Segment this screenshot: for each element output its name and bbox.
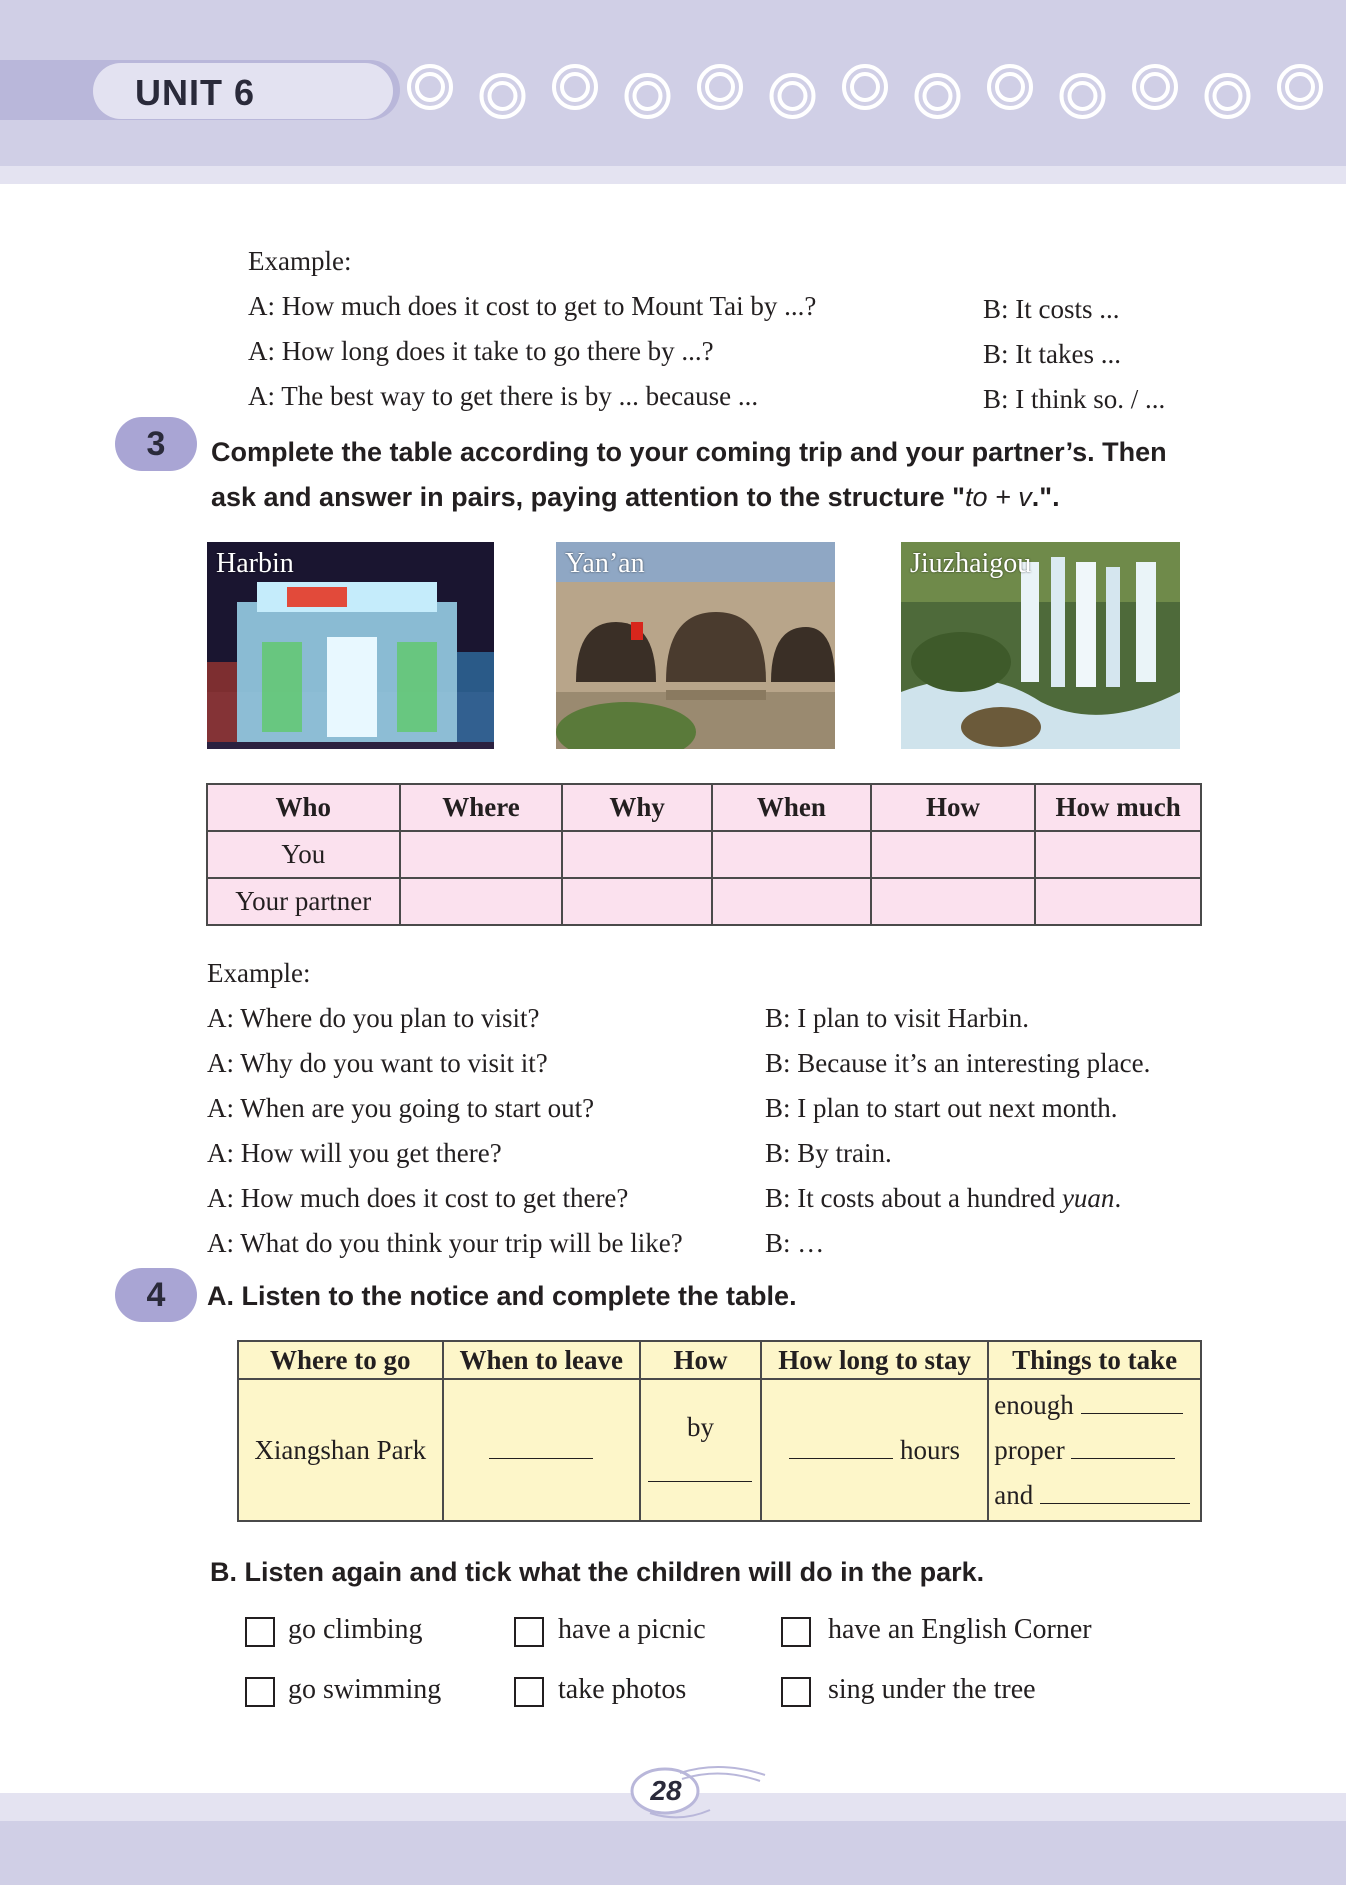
- photo-harbin: [207, 542, 494, 749]
- checkbox-have-a-picnic[interactable]: [514, 1617, 544, 1647]
- column-header: Where to go: [238, 1341, 443, 1379]
- fill-blank[interactable]: [1040, 1481, 1190, 1504]
- fill-blank[interactable]: [789, 1436, 893, 1459]
- blank-cell[interactable]: [871, 831, 1036, 878]
- things-cell: [988, 1379, 1201, 1521]
- example-label: Example:: [248, 246, 352, 276]
- blank-cell[interactable]: [562, 878, 712, 925]
- notice-table: [237, 1340, 1202, 1522]
- ring-decoration: [1142, 74, 1168, 100]
- section-number-badge: 4: [115, 1268, 197, 1322]
- header-strip: [0, 166, 1346, 184]
- trip-plan-table: [206, 783, 1202, 926]
- table-row: [207, 831, 1201, 878]
- table-row: [207, 878, 1201, 925]
- where-cell: Xiangshan Park: [238, 1379, 443, 1521]
- option-label: have an English Corner: [828, 1614, 1092, 1645]
- table-header-row: [207, 784, 1201, 831]
- checkbox-go-climbing[interactable]: [245, 1617, 275, 1647]
- example-line-a: A: Where do you plan to visit?: [207, 1003, 540, 1033]
- row-label: Your partner: [207, 878, 400, 925]
- blank-cell[interactable]: [400, 878, 563, 925]
- ring-decoration: [997, 74, 1023, 100]
- example-line-b: B: It takes ...: [983, 339, 1121, 369]
- column-header: Things to take: [988, 1341, 1201, 1379]
- column-header: Who: [207, 784, 400, 831]
- example-line-b: B: It costs about a hundred yuan.: [765, 1183, 1122, 1213]
- option-label: have a picnic: [558, 1614, 706, 1645]
- section4-part-b-instruction: B. Listen again and tick what the children will do in the park.: [210, 1557, 985, 1587]
- example-line-a: A: What do you think your trip will be like?: [207, 1228, 683, 1258]
- things-label: and: [994, 1479, 1034, 1510]
- instruction-line: ask and answer in pairs, paying attention to the structure "to + v.".: [211, 482, 1060, 512]
- section3-instruction: [211, 430, 1167, 520]
- ring-decoration: [925, 83, 951, 109]
- example-line-b: B: …: [765, 1228, 825, 1258]
- option-label: go swimming: [288, 1674, 442, 1705]
- photo-caption: Yan’an: [565, 548, 645, 579]
- example-line-b: B: By train.: [765, 1138, 892, 1168]
- hours-label: hours: [899, 1434, 960, 1465]
- section4-part-a-instruction: A. Listen to the notice and complete the table.: [207, 1281, 797, 1311]
- column-header: When: [712, 784, 871, 831]
- ring-decoration: [562, 74, 588, 100]
- ring-decoration: [1215, 83, 1241, 109]
- checkbox-sing-under-the-tree[interactable]: [781, 1677, 811, 1707]
- photo-caption: Jiuzhaigou: [910, 548, 1032, 579]
- stay-cell: [761, 1379, 988, 1521]
- ring-decoration: [1070, 83, 1096, 109]
- example-line-a: A: How much does it cost to get to Mount Tai by ...?: [248, 291, 817, 321]
- example-line-b: B: I plan to visit Harbin.: [765, 1003, 1029, 1033]
- blank-cell[interactable]: [712, 831, 871, 878]
- blank-cell[interactable]: [400, 831, 563, 878]
- column-header: How: [871, 784, 1036, 831]
- photo-jiuzhaigou: [901, 542, 1180, 749]
- blank-cell[interactable]: [712, 878, 871, 925]
- checkbox-have-an-english-corner[interactable]: [781, 1617, 811, 1647]
- blank-cell[interactable]: [562, 831, 712, 878]
- option-label: go climbing: [288, 1614, 423, 1645]
- row-label: You: [207, 831, 400, 878]
- example-line-a: A: How will you get there?: [207, 1138, 502, 1168]
- blank-cell[interactable]: [1035, 878, 1201, 925]
- ring-decoration: [417, 74, 443, 100]
- ring-decoration: [635, 83, 661, 109]
- example-label: Example:: [207, 958, 311, 988]
- example-line-b: B: Because it’s an interesting place.: [765, 1048, 1151, 1078]
- option-label: sing under the tree: [828, 1674, 1036, 1705]
- column-header: When to leave: [443, 1341, 641, 1379]
- column-header: How long to stay: [761, 1341, 988, 1379]
- column-header: How much: [1035, 784, 1201, 831]
- things-label: enough: [994, 1389, 1074, 1420]
- example-line-b: B: I plan to start out next month.: [765, 1093, 1118, 1123]
- table-header-row: [238, 1341, 1201, 1379]
- things-label: proper: [994, 1434, 1065, 1465]
- checkbox-go-swimming[interactable]: [245, 1677, 275, 1707]
- column-header: How: [640, 1341, 761, 1379]
- fill-blank[interactable]: [489, 1436, 593, 1459]
- example-line-a: A: How much does it cost to get there?: [207, 1183, 629, 1213]
- column-header: Where: [400, 784, 563, 831]
- ring-decoration: [490, 83, 516, 109]
- option-label: take photos: [558, 1674, 687, 1705]
- how-by-label: by: [686, 1412, 714, 1442]
- table-row: [238, 1379, 1201, 1521]
- page-number: 28: [650, 1775, 682, 1806]
- blank-cell[interactable]: [871, 878, 1036, 925]
- example-line-b: B: It costs ...: [983, 294, 1120, 324]
- example-line-b: B: I think so. / ...: [983, 384, 1166, 414]
- photo-caption: Harbin: [216, 548, 294, 579]
- fill-blank[interactable]: [648, 1459, 752, 1482]
- blank-cell[interactable]: [1035, 831, 1201, 878]
- ring-decoration: [1287, 74, 1313, 100]
- ring-decoration: [707, 74, 733, 100]
- unit-title: UNIT 6: [135, 72, 256, 113]
- instruction-line: Complete the table according to your coming trip and your partner’s. Then: [211, 437, 1167, 467]
- photo-yanan: [556, 542, 835, 749]
- example-line-a: A: The best way to get there is by ... because ...: [248, 381, 759, 411]
- fill-blank[interactable]: [1081, 1391, 1183, 1414]
- column-header: Why: [562, 784, 712, 831]
- decorative-rings: [0, 0, 1346, 166]
- ring-decoration: [852, 74, 878, 100]
- ring-decoration: [780, 83, 806, 109]
- example-line-a: A: How long does it take to go there by ...?: [248, 336, 714, 366]
- example-line-a: A: When are you going to start out?: [207, 1093, 595, 1123]
- checkbox-take-photos[interactable]: [514, 1677, 544, 1707]
- when-blank-cell[interactable]: [443, 1379, 641, 1521]
- how-cell: [640, 1379, 761, 1521]
- fill-blank[interactable]: [1071, 1436, 1175, 1459]
- section-number-badge: 3: [115, 417, 197, 471]
- example-line-a: A: Why do you want to visit it?: [207, 1048, 548, 1078]
